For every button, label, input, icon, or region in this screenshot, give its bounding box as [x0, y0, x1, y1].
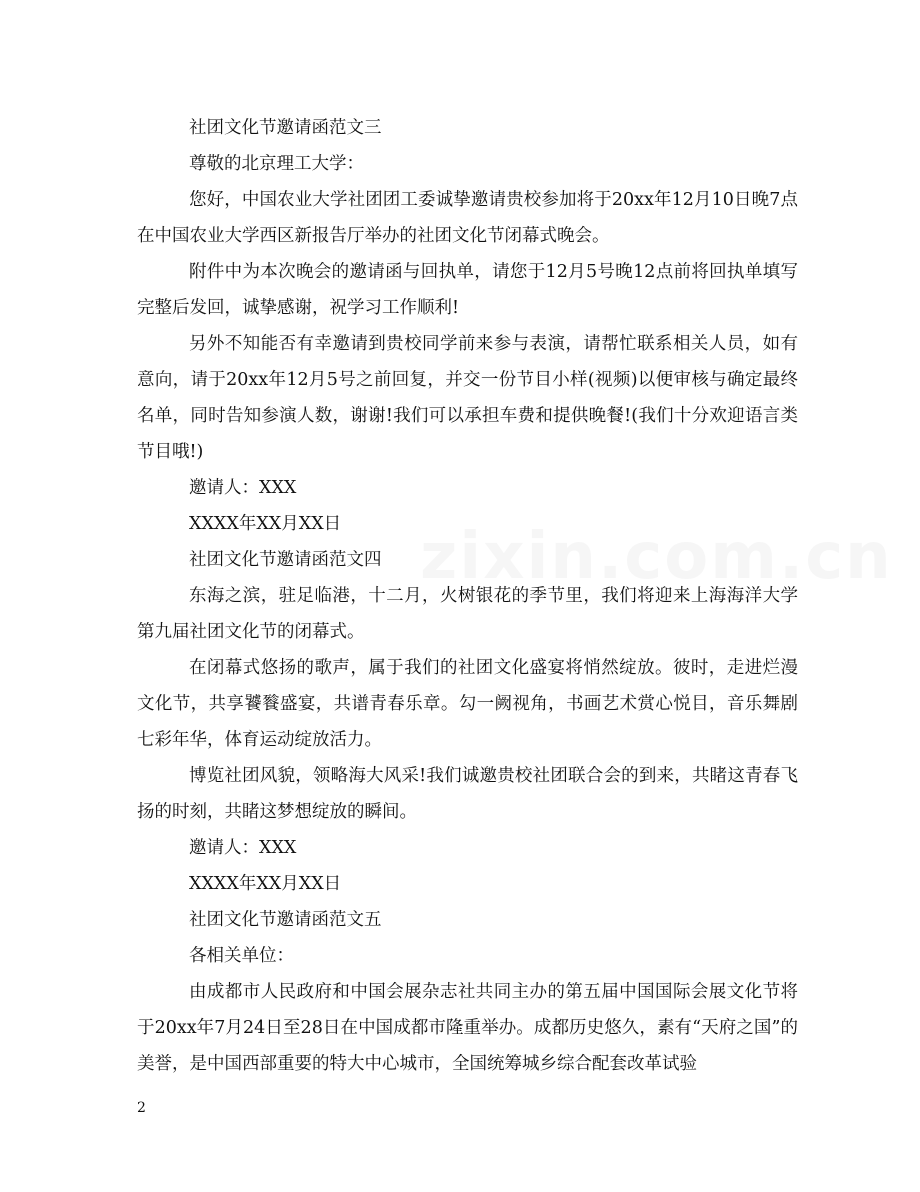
body-paragraph: 由成都市人民政府和中国会展杂志社共同主办的第五届中国国际会展文化节将于20xx年7月24日至28日在中国成都市隆重举办。成都历史悠久，素有“天府之国”的美誉，是中国西部重要的特大中心城市，全国统筹城乡综合配套改革试验	[137, 982, 798, 1074]
body-paragraph: 另外不知能否有幸邀请到贵校同学前来参与表演，请帮忙联系相关人员，如有意向，请于20xx年12月5号之前回复，并交一份节目小样(视频)以便审核与确定最终名单，同时告知参演人数，谢谢!我们可以承担车费和提供晚餐!(我们十分欢迎语言类节目哦!)	[137, 334, 798, 462]
page-number: 2	[137, 1100, 146, 1116]
body-paragraph: 您好，中国农业大学社团团工委诚挚邀请贵校参加将于20xx年12月10日晚7点在中国农业大学西区新报告厅举办的社团文化节闭幕式晚会。	[137, 190, 798, 246]
salutation: 尊敬的北京理工大学：	[189, 154, 364, 174]
body-paragraph: 附件中为本次晚会的邀请函与回执单，请您于12月5号晚12点前将回执单填写完整后发回，诚挚感谢，祝学习工作顺利!	[137, 262, 798, 318]
body-paragraph: 在闭幕式悠扬的歌声，属于我们的社团文化盛宴将悄然绽放。彼时，走进烂漫文化节，共享饕餮盛宴，共谱青春乐章。勾一阙视角，书画艺术赏心悦目，音乐舞剧七彩年华，体育运动绽放活力。	[137, 658, 798, 750]
date-line: XXXX年XX月XX日	[189, 874, 342, 894]
document-body	[137, 110, 798, 1082]
body-paragraph: 东海之滨，驻足临港，十二月，火树银花的季节里，我们将迎来上海海洋大学第九届社团文化节的闭幕式。	[137, 586, 798, 642]
inviter-line: 邀请人：XXX	[189, 478, 297, 498]
inviter-line: 邀请人：XXX	[189, 838, 297, 858]
body-paragraph: 博览社团风貌，领略海大风采!我们诚邀贵校社团联合会的到来，共睹这青春飞扬的时刻，共睹这梦想绽放的瞬间。	[137, 766, 798, 822]
heading-sample-4: 社团文化节邀请函范文四	[189, 550, 382, 570]
watermark: zixin.com.cn	[420, 520, 893, 594]
heading-sample-3: 社团文化节邀请函范文三	[189, 118, 382, 138]
heading-sample-5: 社团文化节邀请函范文五	[189, 910, 382, 930]
salutation: 各相关单位：	[189, 946, 294, 966]
date-line: XXXX年XX月XX日	[189, 514, 342, 534]
